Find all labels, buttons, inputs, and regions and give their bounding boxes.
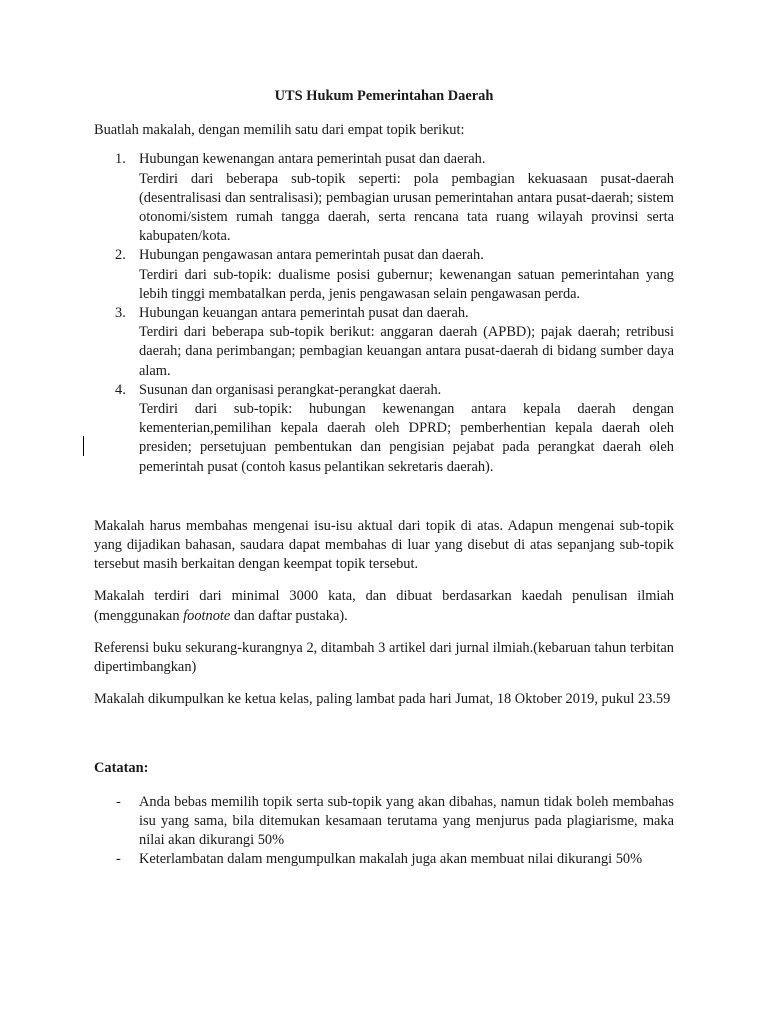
topic-number: 4. (115, 381, 126, 398)
text-cursor (83, 436, 84, 456)
paragraph-deadline: Makalah dikumpulkan ke ketua kelas, paling lambat pada hari Jumat, 18 Oktober 2019, pukul 23.59 (94, 691, 671, 708)
note-item-2 (94, 850, 674, 869)
note-bullet: - (116, 851, 121, 868)
document-body (94, 87, 674, 870)
intro-text: Buatlah makalah, dengan memilih satu dari empat topik berikut: (94, 122, 465, 139)
paragraph-text: Makalah terdiri dari minimal 3000 kata, dan dibuat berdasarkan kaedah penulisan ilmiah (menggunakan (94, 588, 674, 624)
paragraph-references: Referensi buku sekurang-kurangnya 2, ditambah 3 artikel dari jurnal ilmiah.(kebaruan tahun terbitan dipertimbangkan) (94, 639, 674, 676)
note-text: Keterlambatan dalam mengumpulkan makalah juga akan membuat nilai dikurangi 50% (139, 851, 643, 868)
topic-number: 3. (115, 305, 126, 322)
note-item-1 (94, 793, 674, 851)
topic-number: 2. (115, 247, 126, 264)
topic-detail: Terdiri dari beberapa sub-topik seperti: pola pembagian kekuasaan pusat-daerah (desentralisasi dan sentralisasi); pembagian urusan pemerintahan antara pusat-daerah; sistem otonomi/sistem rumah tangga daerah, serta rencana tata ruang wilayah provinsi serta kabupaten/kota. (139, 170, 674, 245)
notes-list (94, 793, 674, 870)
footnote-term: footnote (183, 607, 231, 624)
note-bullet: - (116, 793, 121, 810)
topic-item-2 (94, 246, 674, 304)
paragraph-text: dan daftar pustaka). (230, 607, 348, 624)
topic-detail: Terdiri dari beberapa sub-topik berikut: anggaran daerah (APBD); pajak daerah; retribusi daerah; dana perimbangan; pembagian keuangan antara pusat-daerah di bidang sumber daya alam. (139, 324, 674, 379)
paragraph-actual-issues: Makalah harus membahas mengenai isu-isu aktual dari topik di atas. Adapun mengenai sub-topik yang dijadikan bahasan, saudara dapat membahas di luar yang disebut di atas sepanjang sub-topik tersebut masih berkaitan dengan keempat topik tersebut. (94, 517, 674, 573)
document-title: UTS Hukum Pemerintahan Daerah (274, 88, 494, 104)
topic-detail: Terdiri dari sub-topik: hubungan kewenangan antara kepala daerah dengan kementerian,pemilihan kepala daerah oleh DPRD; pemberhentian kepala daerah oleh presiden; persetujuan pembentukan dan pengisian pejabat pada perangkat daerah oleh pemerintah pusat (contoh kasus pelantikan sekretaris daerah). (139, 401, 674, 475)
topic-heading: Hubungan keuangan antara pemerintah pusat dan daerah. (139, 305, 469, 322)
paragraph-length-requirement (94, 587, 674, 625)
topic-item-1 (94, 150, 674, 246)
topic-list (94, 150, 674, 476)
topic-item-3 (94, 304, 674, 381)
notes-heading: Catatan: (94, 760, 149, 777)
topic-heading: Hubungan pengawasan antara pemerintah pusat dan daerah. (139, 247, 484, 264)
topic-detail: Terdiri dari sub-topik: dualisme posisi gubernur; kewenangan satuan pemerintahan yang lebih tinggi membatalkan perda, jenis pengawasan selain pengawasan perda. (139, 266, 674, 302)
note-text: Anda bebas memilih topik serta sub-topik yang akan dibahas, namun tidak boleh membahas isu yang sama, bila ditemukan kesamaan terutama yang menjurus pada plagiarisme, maka nilai akan dikurangi 50% (139, 793, 674, 849)
topic-item-4 (94, 381, 674, 477)
topic-heading: Hubungan kewenangan antara pemerintah pusat dan daerah. (139, 151, 486, 168)
topic-heading: Susunan dan organisasi perangkat-perangkat daerah. (139, 381, 442, 398)
topic-number: 1. (115, 151, 126, 168)
